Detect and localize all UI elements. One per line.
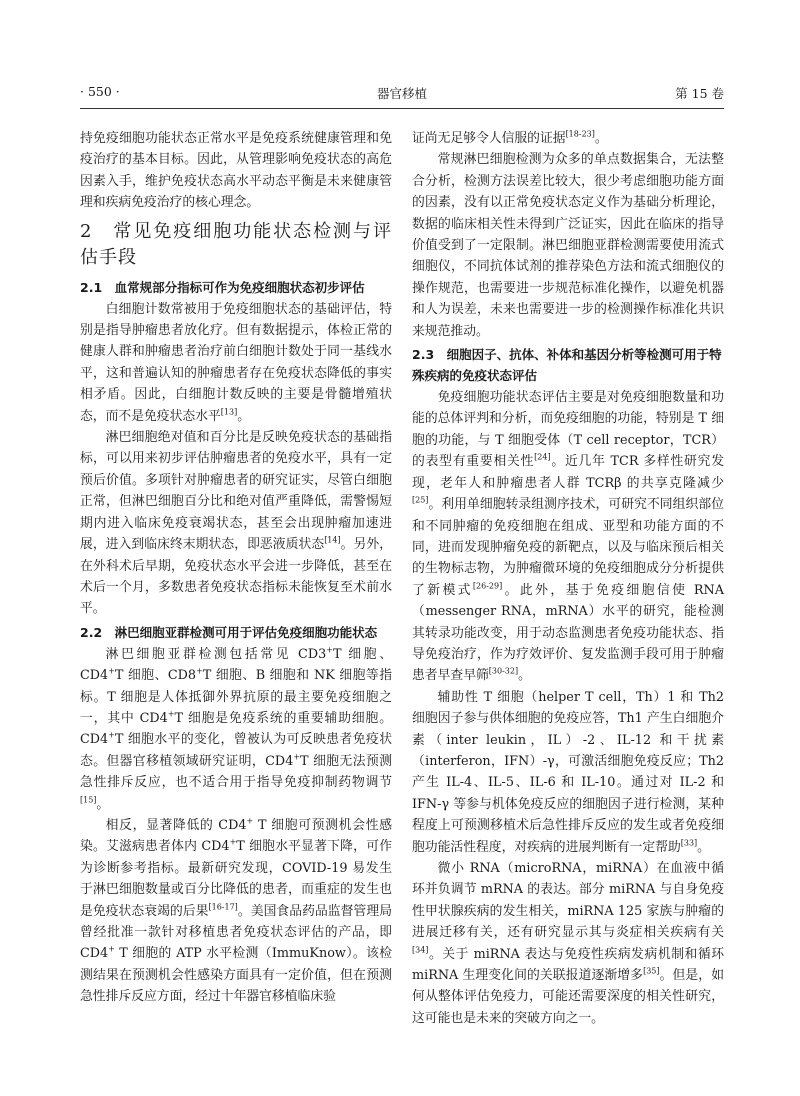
superscript: + bbox=[246, 816, 254, 826]
paragraph-text: 。另外，在外科术后早期，免疫状态水平会进一步降低，甚至在术后一个月，多数患者免疫状态指标未能恢复至术前水平。 bbox=[80, 537, 393, 617]
citation: [24] bbox=[534, 453, 551, 463]
superscript: + bbox=[196, 666, 203, 676]
subsection-heading: 2.3 细胞因子、抗体、补体和基因分析等检测可用于特殊疾病的免疫状态评估 bbox=[412, 347, 722, 384]
paragraph-text: 。 bbox=[518, 668, 531, 684]
superscript: + bbox=[108, 666, 115, 676]
paragraph-text: T 细胞水平显著下降，可作为诊断参考指标。最新研究发现，COVID-19 易发生于淋巴细胞数量或百分比降低的患者，而重症的发生也是免疫状态衰竭的后果 bbox=[80, 839, 392, 919]
paragraph-text: 相反，显著降低的 CD4 bbox=[105, 817, 247, 833]
citation: [33] bbox=[680, 838, 698, 848]
paragraph bbox=[80, 644, 392, 815]
citation: [16-17] bbox=[208, 902, 238, 912]
citation: [30-32] bbox=[488, 667, 519, 677]
paragraph-text: 。 bbox=[697, 839, 710, 855]
paragraph bbox=[412, 858, 724, 1029]
paragraph-text: 。 bbox=[594, 131, 608, 146]
subsection-heading: 2.2 淋巴细胞亚群检测可用于评估免疫细胞功能状态 bbox=[80, 624, 378, 640]
paragraph bbox=[80, 427, 392, 620]
paragraph-text: 淋巴细胞绝对值和百分比是反映免疫状态的基础指标，可以用来初步评估肿瘤患者的免疫水平，具有一定预后价值。多项针对肿瘤患者的研究证实，尽管白细胞正常，但淋巴细胞百分比和绝对值严重降低，需警惕短期内进入临床免疫衰竭状态，甚至会出现肿瘤加速进展，进入到临床终末期状态，即恶液质状态 bbox=[80, 430, 392, 553]
paragraph-text: 。美国食品药品监督管理局曾经批准一款针对移植患者免疫状态评估的产品，即 CD4 bbox=[80, 903, 393, 962]
paragraph-text: 免疫细胞功能状态评估主要是对免疫细胞数量和功能的总体评判和分析，而免疫细胞的功能，特别是 T 细胞的功能，与 T 细胞受体（T cell receptor，TCR）的表型有重要相关性 bbox=[412, 390, 724, 470]
citation: [35] bbox=[643, 966, 660, 976]
paragraph-text: T 细胞、CD4 bbox=[80, 646, 393, 684]
citation: [18-23] bbox=[565, 129, 595, 139]
superscript: + bbox=[326, 645, 333, 655]
superscript: + bbox=[293, 752, 301, 762]
superscript: + bbox=[167, 709, 175, 719]
paragraph bbox=[412, 687, 724, 858]
paragraph bbox=[80, 815, 392, 1008]
paragraph-text: 。利用单细胞转录组测序技术，可研究不同组织部位和不同肿瘤的免疫细胞在组成、亚型和功能方面的不同，进而发现肿瘤免疫的新靶点，以及与临床预后相关的生物标志物，为肿瘤微环境的免疫细胞成分分析提供了新模式 bbox=[412, 497, 724, 598]
paragraph: 持免疫细胞功能状态正常水平是免疫系统健康管理和免疫治疗的基本目标。因此，从管理影响免疫状态的高危因素入手，维护免疫状态高水平动态平衡是未来健康管理和疾病免疫治疗的核心理念。 bbox=[80, 131, 392, 211]
paragraph-text: T 细胞、CD8 bbox=[114, 668, 197, 684]
paragraph-text: T 细胞无法预测急性排斥反应，也不适合用于指导免疫抑制药物调节 bbox=[80, 753, 392, 791]
paragraph-text: 证尚无足够令人信服的证据 bbox=[412, 131, 566, 146]
header-rule bbox=[80, 108, 724, 109]
left-column bbox=[80, 128, 392, 1008]
paragraph-text: 白细胞计数常被用于免疫细胞状态的基础评估，特别是指导肿瘤患者放化疗。但有数据提示，体检正常的健康人群和肿瘤患者治疗前白细胞计数处于同一基线水平，这和普遍认知的肿瘤患者存在免疫状态降低的事实相矛盾。因此，白细胞计数反映的主要是骨髓增殖状态，而不是免疫状态水平 bbox=[80, 301, 392, 424]
section-heading: 2 常见免疫细胞功能状态检测与评估手段 bbox=[80, 220, 392, 268]
paragraph bbox=[80, 299, 392, 427]
paragraph-text: T 细胞是免疫系统的重要辅助细胞。CD4 bbox=[80, 710, 393, 748]
paragraph-text: T 细胞可预测机会性感染。艾滋病患者体内 CD4 bbox=[80, 817, 393, 855]
citation: [34] bbox=[412, 945, 429, 955]
paragraph bbox=[412, 387, 724, 687]
superscript: + bbox=[108, 945, 115, 955]
paragraph-text: 。此外，基于免疫细胞信使 RNA（messenger RNA，mRNA）水平的研究，能检测其转录功能改变，用于动态监测患者免疫功能状态、指导免疫治疗，作为疗效评价、复发监测手段可用于肿瘤患者早查早筛 bbox=[412, 582, 724, 684]
superscript: + bbox=[229, 838, 237, 848]
citation: [15] bbox=[80, 795, 97, 805]
paragraph-text: 淋巴细胞亚群检测包括常见 CD3 bbox=[105, 646, 327, 662]
page-number: · 550 · bbox=[80, 84, 120, 99]
superscript: + bbox=[108, 731, 115, 741]
subsection-heading: 2.1 血常规部分指标可作为免疫细胞状态初步评估 bbox=[80, 279, 365, 295]
paragraph-text: T 细胞的 ATP 水平检测（ImmuKnow）。该检测结果在预测机会性感染方面具有一定价值，但在预测急性排斥反应方面，经过十年器官移植临床验 bbox=[80, 946, 392, 1005]
paragraph-text: 。但是，如何从整体评估免疫力，可能还需要深度的相关性研究，这可能也是未来的突破方向之一。 bbox=[412, 968, 725, 1026]
paragraph bbox=[412, 128, 724, 149]
right-column bbox=[412, 128, 724, 1029]
paragraph-text: 辅助性 T 细胞（helper T cell，Th）1 和 Th2 细胞因子参与供体细胞的免疫应答，Th1 产生白细胞介素（inter leukin，IL）-2、IL-12 和干扰素（interferon，IFN）-γ，可激活细胞免疫反应；Th2 产生 IL-4、IL-5、IL-6 和 IL-10。通过对 IL-2 和 IFN-γ 等参与机体免疫反应的细胞因子进行检测，某种程度上可预测移植术后急性排斥反应的发生或者免疫细胞功能活性程度，对疾病的进展判断有一定帮助 bbox=[412, 689, 724, 855]
journal-title: 器官移植 bbox=[376, 86, 427, 101]
paragraph-text: 。 bbox=[237, 408, 250, 424]
citation: [13] bbox=[220, 407, 238, 417]
volume-label: 第 15 卷 bbox=[675, 86, 724, 101]
running-header bbox=[80, 84, 724, 104]
paragraph-text: 。近几年 TCR 多样性研究发现，老年人和肿瘤患者人群 TCRβ 的共享克隆减少 bbox=[412, 454, 724, 491]
citation: [14] bbox=[324, 535, 341, 545]
citation: [26-29] bbox=[472, 581, 503, 591]
citation: [25] bbox=[412, 495, 429, 505]
paragraph-text: 。关于 miRNA 表达与免疫性疾病发病机制和循环 miRNA 生理变化间的关联报道逐渐增多 bbox=[412, 946, 724, 984]
paragraph-text: T 细胞、B 细胞和 NK 细胞等指标。T 细胞是人体抵御外界抗原的最主要免疫细胞之一，其中 CD4 bbox=[80, 668, 393, 726]
paragraph-text: T 细胞水平的变化，曾被认为可反映患者免疫状态。但器官移植领域研究证明，CD4 bbox=[80, 732, 392, 769]
paragraph-text: 微小 RNA（microRNA，miRNA）在血液中循环并负调节 mRNA 的表达。部分 miRNA 与自身免疫性甲状腺疾病的发生相关，miRNA 125 家族与肿瘤的进展迁移有关，还有研究显示其与炎症相关疾病有关 bbox=[412, 861, 724, 941]
paragraph: 常规淋巴细胞检测为众多的单点数据集合，无法整合分析，检测方法误差比较大，很少考虑细胞功能方面的因素，没有以正常免疫状态定义作为基础分析理论，数据的临床相关性未得到广泛证实，因此在临床的指导价值受到了一定限制。淋巴细胞亚群检测需要使用流式细胞仪，不同抗体试剂的推荐染色方法和流式细胞仪的操作规范，也需要进一步规范标准化操作，以避免机器和人为误差，未来也需要进一步的检测操作标准化共识来规范推动。 bbox=[412, 152, 724, 339]
paragraph-text: 。 bbox=[96, 796, 110, 812]
